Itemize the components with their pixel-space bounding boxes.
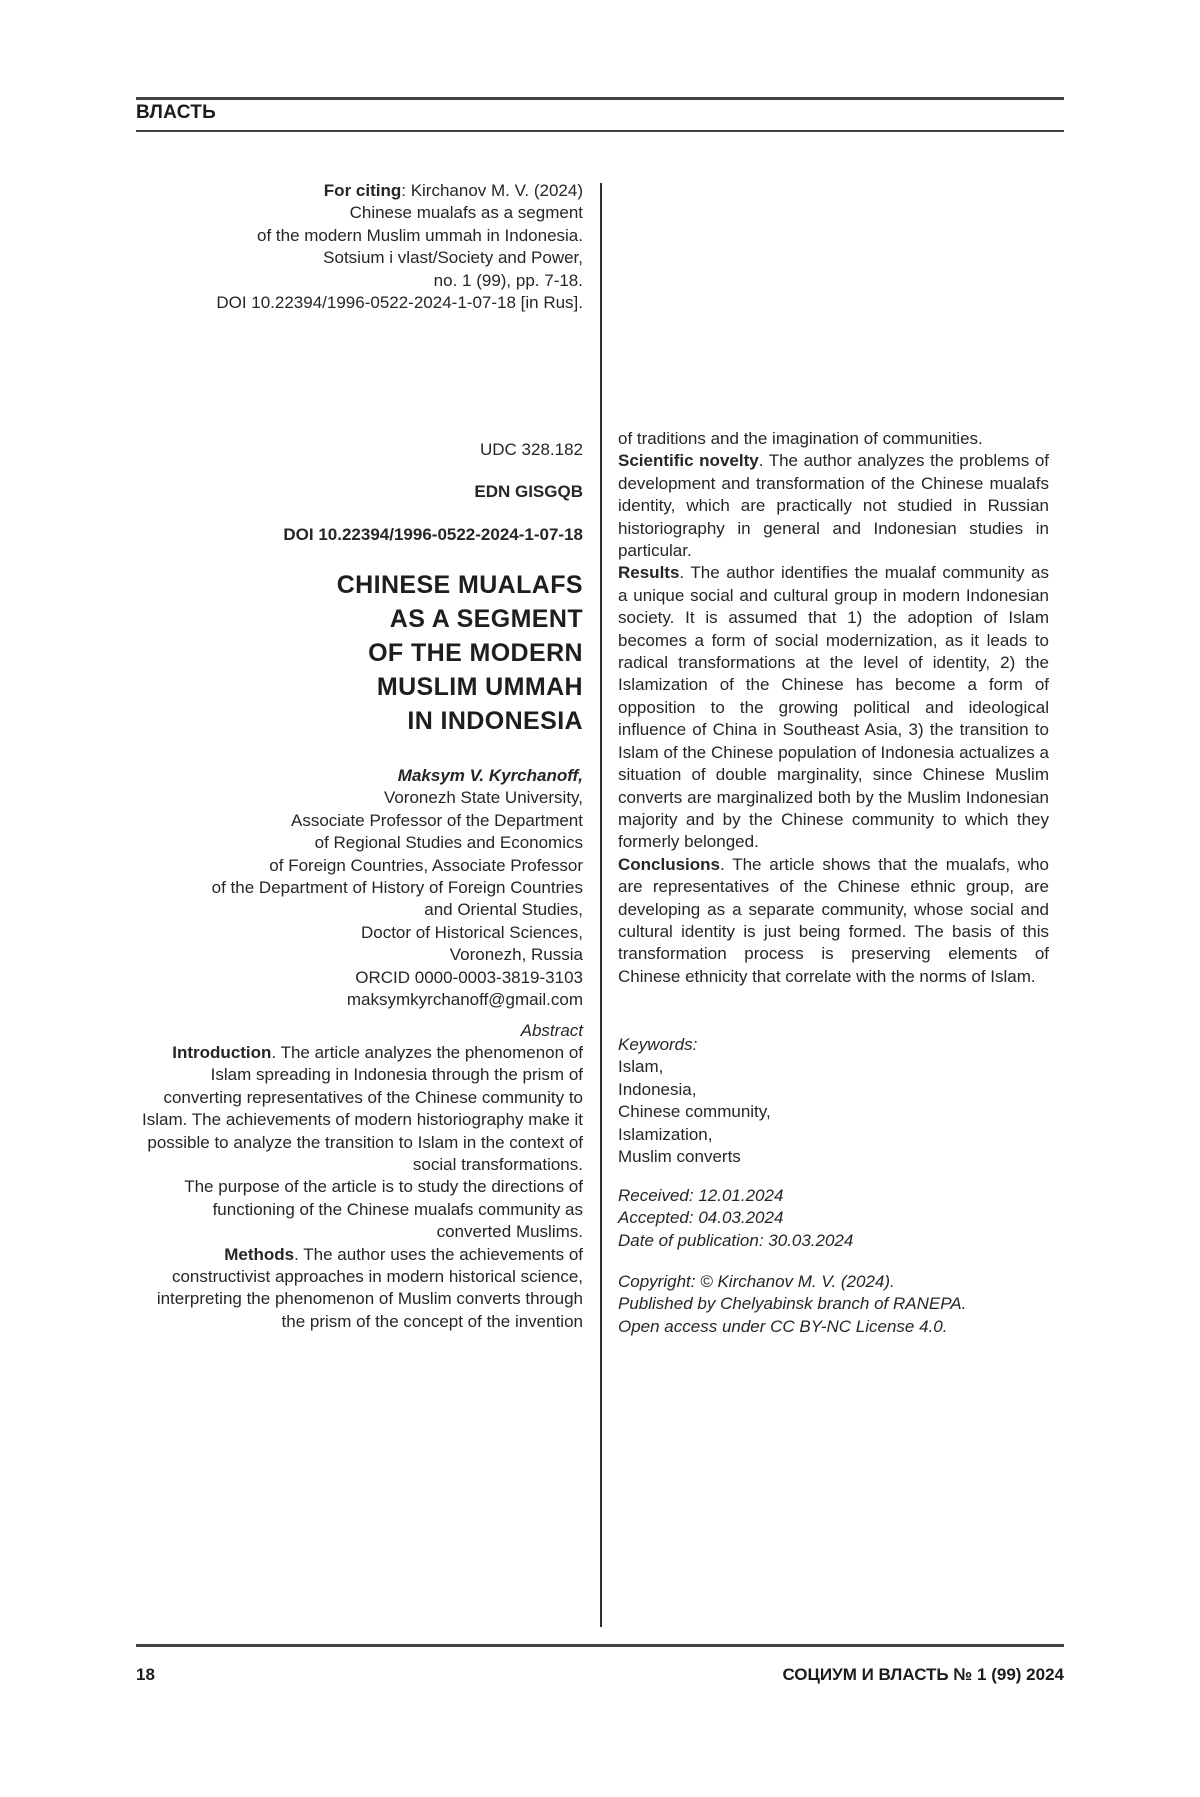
keyword-item: Chinese community,: [618, 1102, 771, 1122]
citation-line: DOI 10.22394/1996-0522-2024-1-07-18 [in Rus].: [216, 293, 583, 313]
abstract-label: Abstract: [520, 1021, 583, 1040]
keyword-item: Islamization,: [618, 1124, 713, 1144]
journal-title: СОЦИУМ И ВЛАСТЬ № 1 (99) 2024: [782, 1665, 1064, 1684]
copyright-line: Published by Chelyabinsk branch of RANEPA.: [618, 1294, 967, 1314]
header-bottom-rule: [136, 130, 1064, 132]
received-date: Received: 12.01.2024: [618, 1186, 784, 1205]
affiliation-line: Voronezh, Russia: [449, 945, 583, 965]
citation-line: of the modern Muslim ummah in Indonesia.: [257, 225, 583, 245]
section-rubric: ВЛАСТЬ: [136, 102, 217, 123]
copyright-block: [618, 1271, 1049, 1338]
column-divider-rule: [600, 183, 602, 1627]
dates-block: [618, 1185, 1049, 1252]
abstract-paragraph: Introduction. The article analyzes the phenomenon of Islam spreading in Indonesia through the prism of converting representatives of the Chinese community to Islam. The achievements of modern historiography make it possible to analyze the transition to Islam in the context of social transformations.: [142, 1043, 583, 1175]
accepted-date: Accepted: 04.03.2024: [618, 1208, 784, 1228]
author-name: Maksym V. Kyrchanoff,: [397, 766, 583, 785]
abstract-paragraph: Results. The author identifies the mualaf community as a unique social and cultural group in modern Indonesian society. It is assumed that 1) the adoption of Islam becomes a form of social modernization, as it leads to radical transformations at the level of identity, 2) the Islamization of the Chinese has become a form of opposition to the growing political and ideological influence of China in Southeast Asia, 3) the transition to Islam of the Chinese population of Indonesia actualizes a situation of double marginality, since Chinese Muslim converts are marginalized both by the Muslim Indonesian majority and by the Chinese community to which they formerly belonged.: [618, 563, 1049, 852]
author-block: [136, 765, 583, 1011]
keywords-block: [618, 1034, 1049, 1168]
page-number: 18: [136, 1665, 155, 1684]
affiliation-line: of Foreign Countries, Associate Professor: [269, 855, 583, 875]
affiliation-line: of Regional Studies and Economics: [314, 833, 583, 853]
affiliation-line: and Oriental Studies,: [424, 900, 583, 920]
orcid-line: ORCID 0000-0003-3819-3103: [355, 967, 583, 987]
abstract-paragraph: Scientific novelty. The author analyzes the problems of development and transformation of the Chinese mualafs identity, which are practically not studied in Russian historiography in general and Indonesian studies in particular.: [618, 451, 1050, 561]
footer-rule: [136, 1644, 1064, 1647]
article-title-line: CHINESE MUALAFS: [336, 571, 583, 599]
header-top-rule: [136, 97, 1064, 100]
copyright-line: Open access under CC BY-NC License 4.0.: [618, 1316, 948, 1336]
keywords-label: Keywords:: [618, 1035, 698, 1054]
doi-label: DOI 10.22394/1996-0522-2024-1-07-18: [283, 525, 583, 544]
citation-block: [136, 180, 583, 314]
publication-date: Date of publication: 30.03.2024: [618, 1230, 854, 1250]
keyword-item: Islam,: [618, 1057, 664, 1077]
article-title: [136, 568, 583, 738]
udc-label: UDC 328.182: [479, 440, 583, 459]
article-title-line: MUSLIM UMMAH: [376, 673, 583, 701]
abstract-body: [136, 1042, 583, 1333]
copyright-line: Copyright: © Kirchanov M. V. (2024).: [618, 1272, 895, 1291]
abstract-paragraph: of traditions and the imagination of communities.: [618, 429, 983, 448]
author-email: maksymkyrchanoff@gmail.com: [346, 990, 583, 1010]
citation-line: Chinese mualafs as a segment: [349, 203, 583, 223]
affiliation-line: Doctor of Historical Sciences,: [360, 922, 583, 942]
abstract-paragraph: Conclusions. The article shows that the mualafs, who are representatives of the Chinese ethnic group, are developing as a separate community, whose social and cultural identity is just being formed. The basis of this transformation process is preserving elements of Chinese ethnicity that correlate with the norms of Islam.: [618, 854, 1049, 986]
affiliation-line: of the Department of History of Foreign Countries: [211, 878, 583, 898]
article-title-line: IN INDONESIA: [407, 707, 583, 735]
affiliation-line: Voronezh State University,: [383, 788, 583, 808]
abstract-paragraph: The purpose of the article is to study the directions of functioning of the Chinese mualafs community as converted Muslims.: [184, 1177, 583, 1242]
edn-label: EDN GISGQB: [474, 482, 583, 501]
citation-line: no. 1 (99), pp. 7-18.: [433, 270, 583, 290]
article-title-line: AS A SEGMENT: [389, 605, 583, 633]
abstract-continuation: [618, 428, 1049, 988]
keyword-item: Muslim converts: [618, 1147, 741, 1167]
citation-line: For citing: Kirchanov M. V. (2024): [323, 181, 583, 200]
citation-line: Sotsium i vlast/Society and Power,: [323, 248, 583, 268]
affiliation-line: Associate Professor of the Department: [291, 810, 583, 830]
keyword-item: Indonesia,: [618, 1079, 697, 1099]
abstract-paragraph: Methods. The author uses the achievements of constructivist approaches in modern historical science, interpreting the phenomenon of Muslim converts through the prism of the concept of the invention: [156, 1244, 583, 1331]
article-title-line: OF THE MODERN: [368, 639, 583, 667]
